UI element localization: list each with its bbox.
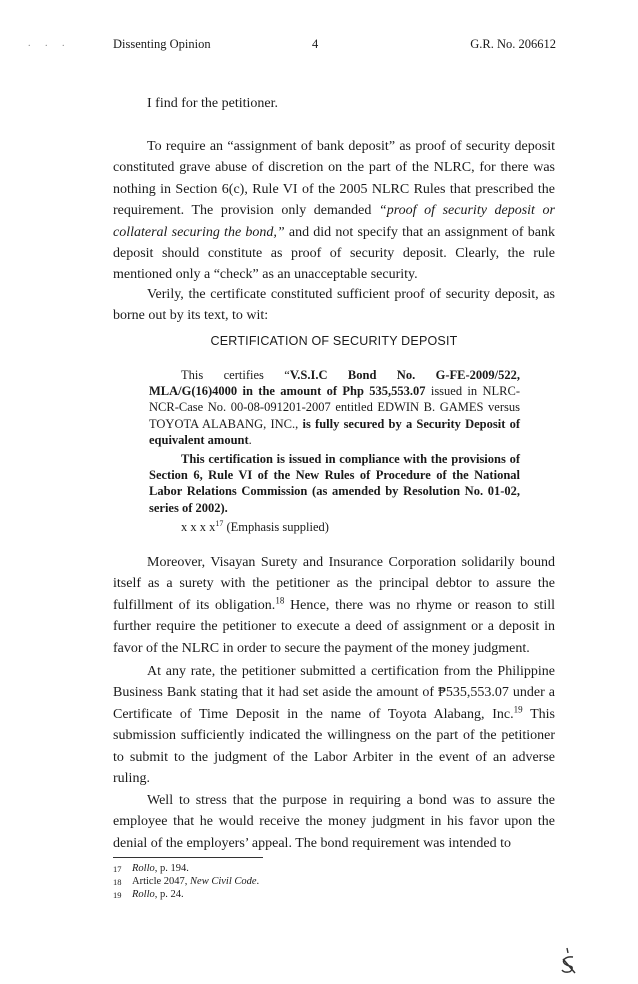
quote-p1-bold-1: V.S.I.C Bond No. G-FE-2009/522, MLA/G(16)4000 in the amount of Php 535,553.07 bbox=[149, 368, 520, 399]
footnote-text: . bbox=[256, 876, 260, 887]
para2-emphasis: “proof of security deposit or collateral securing the bond,” bbox=[113, 203, 555, 240]
footnote-text: , p. 194. bbox=[154, 863, 189, 874]
footnote-em: Rollo bbox=[132, 889, 155, 900]
header-page-number: 4 bbox=[312, 37, 319, 51]
quote-ellipsis bbox=[181, 520, 329, 535]
para5-rest: This submission sufficiently indicated the willingness on the part of the petitioner to submit to the judgment of the Labor Arbiter in the event of an adverse ruling. bbox=[113, 706, 555, 787]
footnote-18 bbox=[113, 876, 259, 888]
paragraph-surety bbox=[113, 552, 555, 659]
handwritten-initial-mark bbox=[555, 946, 581, 976]
quote-p2-bold: This certification is issued in compliance with the provisions of Section 6, Rule VI of the New Rules of Procedure of the National Labor Relations Commission (as amended by Resolution No. 01-02, series of 2002). bbox=[149, 452, 520, 515]
quote-paragraph-1 bbox=[149, 367, 520, 448]
quote-title: CERTIFICATION OF SECURITY DEPOSIT bbox=[210, 334, 458, 348]
footnote-em: Rollo bbox=[132, 863, 155, 874]
footnote-pre: Article 2047, bbox=[132, 876, 191, 887]
quote-paragraph-2 bbox=[149, 451, 520, 516]
para2-text-a: To require an “assignment of bank deposit” as proof of security deposit constituted grave abuse of discretion on the part of the NLRC, for there was nothing in Section 6(c), Rule VI of the 2005 NLRC Rules that prescribed the requirement. The provision only demanded bbox=[113, 139, 555, 219]
para2-text-b: and did not specify that an assignment of bank deposit should constitute as proof of security deposit. Clearly, the rule mentioned only a “check” as an unacceptable security. bbox=[113, 224, 555, 283]
footnote-ref-19: 19 bbox=[513, 704, 523, 715]
scan-artifact-dots: . . . bbox=[28, 38, 71, 49]
para4-rest: Hence, there was no rhyme or reason to still further require the petitioner to execute a deed of assignment or a deposit in favor of the NLRC in order to secure the payment of the money judgment. bbox=[113, 597, 555, 656]
footnote-17 bbox=[113, 863, 189, 875]
emphasis-note: (Emphasis supplied) bbox=[223, 520, 329, 534]
paragraph-assignment bbox=[113, 136, 555, 286]
para5-text: At any rate, the petitioner submitted a certification from the Philippine Business Bank stating that it had set aside the amount of ₱535,553.07 under a Certificate of Time Deposit in the name of Toyota Alabang, Inc. bbox=[113, 664, 555, 722]
quote-p1-end: . bbox=[248, 432, 252, 447]
header-case-number: G.R. No. 206612 bbox=[470, 37, 556, 51]
paragraph-verily: Verily, the certificate constituted sufficient proof of security deposit, as borne out by its text, to wit: bbox=[113, 287, 555, 324]
paragraph-finding: I find for the petitioner. bbox=[147, 96, 279, 111]
paragraph-certification bbox=[113, 661, 555, 789]
quote-p1-bold-2: is fully secured by a Security Deposit of equivalent amount bbox=[149, 416, 520, 447]
quote-p1-c: issued in NLRC-NCR-Case No. 00-08-091201-2007 entitled EDWIN B. GAMES versus TOYOTA ALABANG, INC., bbox=[149, 384, 520, 431]
paragraph-bond-purpose: Well to stress that the purpose in requiring a bond was to assure the employee that he would receive the money judgment in his favor upon the denial of the employers’ appeal. The bond requirement was intended to bbox=[113, 793, 555, 851]
header-title: Dissenting Opinion bbox=[113, 37, 211, 51]
footnote-number: 17 bbox=[113, 864, 122, 874]
footnote-19 bbox=[113, 889, 184, 901]
footnote-ref-17: 17 bbox=[215, 518, 224, 528]
footnote-ref-18: 18 bbox=[275, 595, 285, 606]
footnote-text: , p. 24. bbox=[154, 889, 184, 900]
footnote-number: 18 bbox=[113, 877, 122, 887]
footnote-divider bbox=[113, 857, 263, 858]
para4-text: Moreover, Visayan Surety and Insurance Corporation solidarily bound itself as a surety with the petitioner as the principal debtor to assure the fulfillment of its obligation. bbox=[113, 555, 555, 613]
footnote-number: 19 bbox=[113, 890, 122, 900]
xxxx-text: x x x x bbox=[181, 520, 216, 534]
footnote-em: New Civil Code bbox=[190, 876, 257, 887]
quote-p1-a: This certifies “ bbox=[181, 368, 290, 382]
